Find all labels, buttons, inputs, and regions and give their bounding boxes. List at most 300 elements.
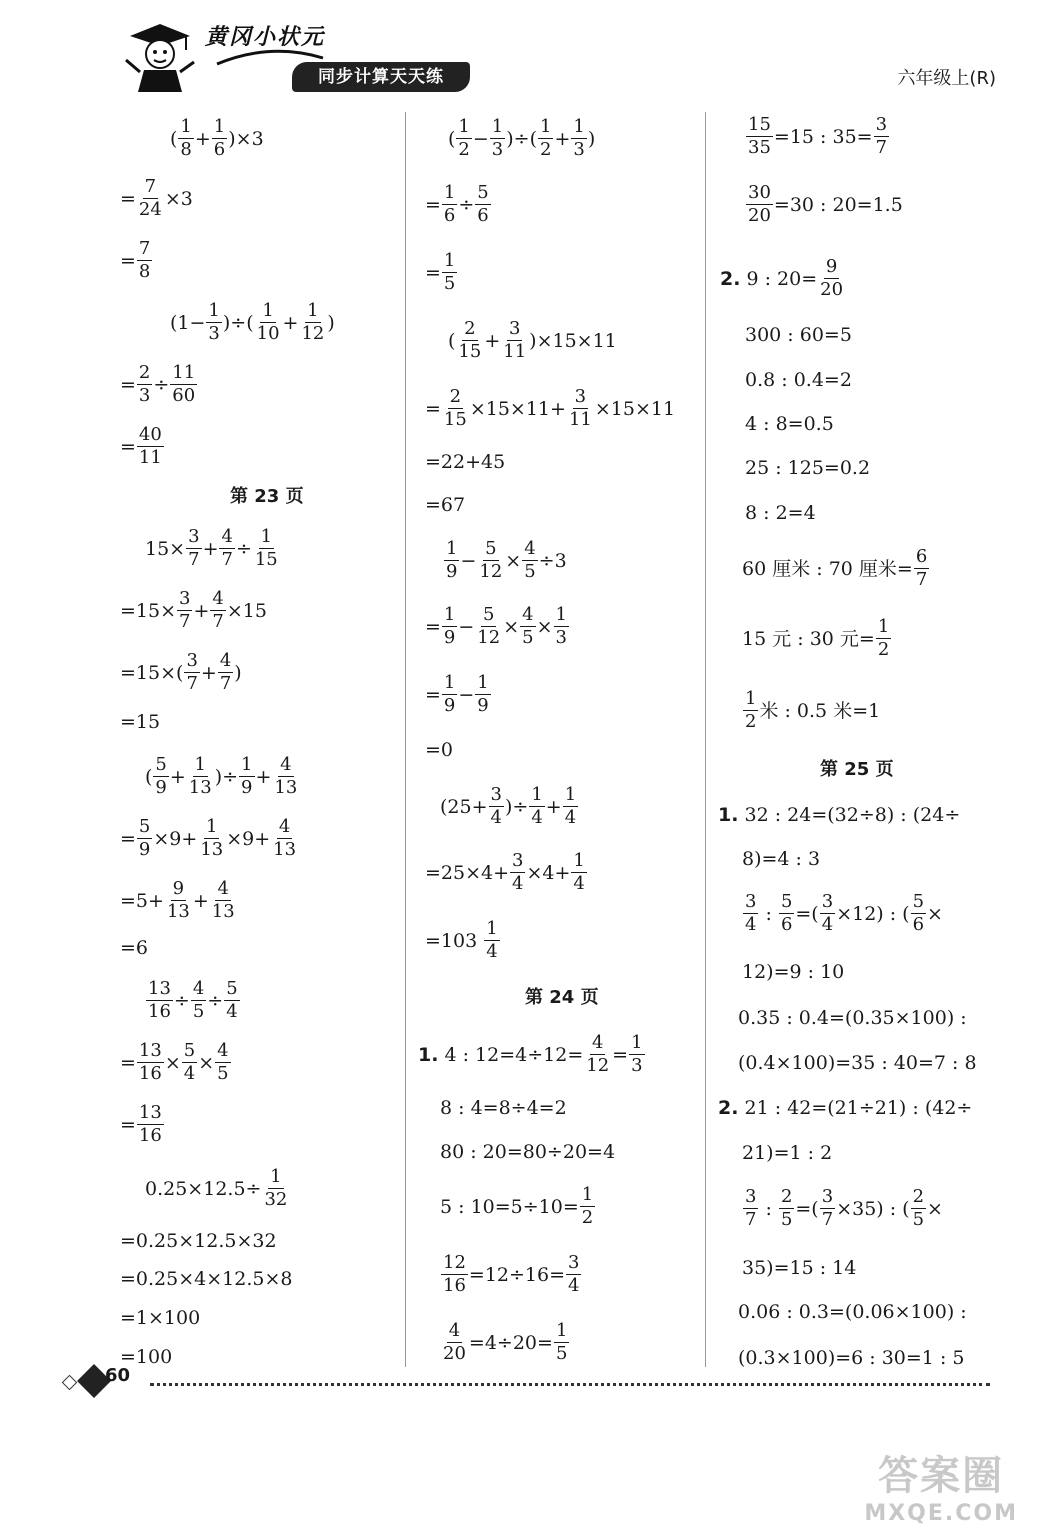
numerator: 3	[821, 891, 834, 912]
expression-text: =	[425, 683, 441, 706]
page-number: 60	[105, 1365, 131, 1386]
expression-text: +	[554, 127, 571, 150]
denominator: 4	[226, 1001, 238, 1022]
expression-text: 25 : 125=0.2	[745, 457, 871, 479]
answer-line	[745, 116, 890, 157]
fraction	[191, 980, 206, 1021]
expression-text: +	[484, 329, 501, 352]
expression-text: +	[545, 795, 562, 818]
expression-text: 8)=4 : 3	[742, 848, 821, 870]
answer-line	[120, 240, 153, 281]
expression-text: 8 : 4=8÷4=2	[440, 1097, 567, 1119]
fraction	[456, 320, 483, 361]
denominator: 2	[458, 139, 470, 160]
numerator: 1	[208, 300, 220, 321]
denominator: 10	[256, 323, 280, 344]
expression-text: ×15×11+	[469, 397, 566, 420]
fraction	[187, 756, 214, 797]
numerator: 1	[486, 918, 498, 939]
expression-text: (1−	[170, 311, 206, 334]
denominator: 11	[503, 341, 527, 362]
denominator: 5	[443, 273, 456, 294]
expression-text: =(	[795, 1197, 819, 1220]
answer-line	[425, 184, 492, 225]
expression-text: ×	[164, 1051, 181, 1074]
denominator: 4	[531, 807, 543, 828]
answer-line	[145, 756, 300, 797]
answer-line	[718, 803, 960, 827]
numerator: 1	[573, 116, 585, 137]
numerator: 3	[179, 588, 191, 609]
denominator: 8	[138, 261, 151, 282]
answer-line	[738, 1300, 967, 1324]
denominator: 16	[148, 1001, 171, 1022]
fraction	[743, 1188, 758, 1229]
diamond-icon	[62, 1375, 78, 1391]
answer-line	[425, 738, 453, 762]
numerator: 1	[194, 754, 206, 775]
answer-line	[745, 412, 834, 436]
fraction	[489, 786, 504, 827]
answer-line	[425, 493, 465, 517]
fraction	[510, 852, 525, 893]
numerator: 3	[745, 891, 757, 912]
numerator: 3	[568, 1252, 580, 1273]
fraction	[215, 1042, 230, 1083]
expression-text: )	[587, 127, 596, 150]
denominator: 3	[631, 1055, 643, 1076]
expression-text: −	[458, 683, 475, 706]
numerator: 1	[540, 116, 552, 137]
fraction	[137, 240, 152, 281]
expression-text: =1×100	[120, 1307, 201, 1329]
expression-text: ÷	[153, 373, 170, 396]
expression-text: +	[194, 127, 211, 150]
expression-text: ×15	[226, 599, 267, 622]
fraction	[441, 1322, 468, 1363]
denominator: 4	[486, 941, 498, 962]
column-divider	[405, 112, 406, 1367]
answer-line	[742, 690, 880, 731]
answer-line	[448, 118, 595, 159]
denominator: 15	[443, 409, 467, 430]
expression-text: =5+	[120, 889, 164, 912]
expression-text: =0.25×4×12.5×8	[120, 1268, 293, 1290]
numerator: 5	[483, 604, 495, 625]
expression-text: 4 : 12=4÷12=	[438, 1043, 584, 1066]
answer-line	[145, 1168, 290, 1209]
answer-line	[745, 368, 852, 392]
denominator: 7	[186, 673, 198, 694]
numerator: 2	[780, 1186, 793, 1207]
numerator: 7	[138, 238, 151, 259]
numerator: 13	[148, 978, 171, 999]
denominator: 6	[477, 205, 489, 226]
numerator: 9	[172, 878, 185, 899]
numerator: 2	[449, 386, 462, 407]
fraction	[271, 818, 298, 859]
numerator: 7	[144, 176, 157, 197]
denominator: 12	[479, 561, 503, 582]
denominator: 7	[745, 1209, 757, 1230]
expression-text: ×4+	[526, 861, 571, 884]
numerator: 1	[443, 672, 456, 693]
fraction	[442, 388, 469, 429]
numerator: 4	[591, 1032, 604, 1053]
answer-line	[440, 1186, 596, 1227]
expression-text: (	[170, 127, 178, 150]
expression-text: ×15×11	[594, 397, 676, 420]
answer-line	[120, 426, 165, 467]
question-number: 2.	[720, 267, 741, 290]
numerator: 5	[183, 1040, 196, 1061]
answer-line	[425, 852, 588, 893]
answer-line	[718, 1096, 972, 1120]
answer-line	[742, 618, 892, 659]
numerator: 5	[155, 754, 167, 775]
numerator: 1	[631, 1032, 643, 1053]
expression-text: )	[327, 311, 335, 334]
denominator: 24	[138, 199, 162, 220]
fraction	[520, 606, 535, 647]
denominator: 13	[200, 839, 224, 860]
answer-line	[120, 364, 198, 405]
fraction	[153, 756, 168, 797]
answer-line	[120, 936, 148, 960]
page-header	[0, 0, 1038, 110]
fraction	[442, 252, 457, 293]
expression-text: =	[120, 373, 136, 396]
denominator: 5	[192, 1001, 205, 1022]
denominator: 4	[490, 807, 502, 828]
numerator: 1	[213, 116, 226, 137]
numerator: 4	[192, 978, 205, 999]
page-footer	[0, 1365, 1038, 1415]
fraction	[911, 893, 926, 934]
fraction	[475, 674, 490, 715]
denominator: 12	[477, 627, 501, 648]
denominator: 13	[274, 777, 298, 798]
fraction	[876, 618, 891, 659]
expression-text: =12÷16=	[468, 1263, 566, 1286]
answer-line	[425, 606, 570, 647]
denominator: 5	[912, 1209, 925, 1230]
numerator: 3	[821, 1186, 834, 1207]
expression-text: (	[448, 329, 456, 352]
expression-text: −	[458, 615, 475, 638]
numerator: 3	[490, 784, 502, 805]
expression-text: +	[193, 599, 210, 622]
denominator: 9	[155, 777, 167, 798]
expression-text: ÷	[235, 537, 252, 560]
expression-text: =15×(	[120, 661, 184, 684]
expression-text: =15×	[120, 599, 177, 622]
fraction	[219, 528, 234, 569]
answer-line	[120, 880, 238, 921]
expression-text: 80 : 20=80÷20=4	[440, 1141, 616, 1163]
fraction	[137, 178, 164, 219]
fraction	[206, 302, 221, 343]
expression-text: =15	[120, 711, 161, 733]
denominator: 9	[241, 777, 253, 798]
numerator: 3	[512, 850, 524, 871]
fraction	[629, 1034, 644, 1075]
expression-text: )×3	[228, 127, 264, 150]
expression-text: ×	[198, 1051, 215, 1074]
answer-line	[440, 1322, 570, 1363]
fraction	[538, 118, 553, 159]
expression-text: ×12) : (	[836, 902, 910, 925]
numerator: 6	[915, 546, 928, 567]
denominator: 12	[301, 323, 325, 344]
denominator: 7	[915, 569, 928, 590]
expression-text: 0.25×12.5÷	[145, 1177, 262, 1200]
denominator: 35	[748, 137, 771, 158]
fraction	[914, 548, 929, 589]
denominator: 20	[748, 205, 771, 226]
expression-text: 35)=15 : 14	[742, 1257, 857, 1279]
expression-text: 15 元 : 30 元=	[742, 627, 875, 650]
denominator: 13	[188, 777, 212, 798]
expression-text: 5 : 10=5÷10=	[440, 1195, 579, 1218]
numerator: 11	[172, 362, 196, 383]
denominator: 4	[183, 1063, 196, 1084]
fraction	[146, 980, 173, 1021]
fraction	[177, 590, 192, 631]
fraction	[818, 258, 845, 299]
denominator: 13	[211, 901, 235, 922]
expression-text: =	[425, 397, 441, 420]
numerator: 2	[912, 1186, 925, 1207]
fraction	[272, 756, 299, 797]
numerator: 40	[138, 424, 162, 445]
denominator: 6	[443, 205, 456, 226]
denominator: 4	[573, 873, 585, 894]
fraction	[477, 540, 504, 581]
numerator: 1	[446, 538, 458, 559]
denominator: 3	[491, 139, 504, 160]
numerator: 5	[138, 816, 151, 837]
fraction	[262, 1168, 289, 1209]
answer-line	[745, 323, 852, 347]
denominator: 5	[524, 561, 536, 582]
fraction	[198, 818, 225, 859]
fraction	[186, 528, 201, 569]
numerator: 4	[278, 816, 291, 837]
denominator: 4	[568, 1275, 580, 1296]
numerator: 1	[555, 604, 567, 625]
fraction	[746, 116, 773, 157]
numerator: 3	[188, 526, 200, 547]
numerator: 1	[241, 754, 253, 775]
numerator: 13	[138, 1102, 162, 1123]
numerator: 1	[443, 250, 456, 271]
denominator: 2	[745, 711, 757, 732]
question-number: 1.	[718, 804, 739, 826]
expression-text: 300 : 60=5	[745, 324, 852, 346]
numerator: 1	[531, 784, 543, 805]
expression-text: =15 : 35=	[773, 125, 873, 148]
fraction	[210, 590, 225, 631]
fraction	[137, 364, 152, 405]
numerator: 13	[138, 1040, 162, 1061]
denominator: 2	[877, 639, 890, 660]
fraction	[475, 184, 490, 225]
numerator: 1	[443, 604, 456, 625]
column-divider	[705, 112, 706, 1367]
numerator: 1	[443, 182, 456, 203]
denominator: 16	[138, 1063, 162, 1084]
denominator: 15	[254, 549, 278, 570]
expression-text: 8 : 2=4	[745, 502, 816, 524]
numerator: 4	[522, 604, 534, 625]
answer-line	[440, 1254, 582, 1295]
expression-text: =103	[425, 929, 484, 952]
expression-text: ×35) : (	[836, 1197, 910, 1220]
expression-text: ×	[503, 615, 520, 638]
fraction	[571, 852, 586, 893]
numerator: 4	[524, 538, 536, 559]
answer-line	[120, 818, 299, 859]
numerator: 4	[448, 1320, 461, 1341]
answer-line	[145, 528, 281, 569]
fraction	[442, 674, 457, 715]
denominator: 9	[443, 627, 456, 648]
answer-line	[440, 1096, 567, 1120]
denominator: 13	[166, 901, 190, 922]
numerator: 1	[491, 116, 504, 137]
expression-text: 0.8 : 0.4=2	[745, 369, 852, 391]
answer-line	[120, 1042, 232, 1083]
denominator: 3	[208, 323, 220, 344]
answer-line	[738, 1006, 967, 1030]
numerator: 5	[485, 538, 497, 559]
expression-text: 0.35 : 0.4=(0.35×100) :	[738, 1007, 967, 1029]
fraction	[501, 320, 528, 361]
fraction	[210, 880, 237, 921]
answer-line	[425, 252, 458, 293]
denominator: 6	[213, 139, 226, 160]
numerator: 2	[464, 318, 476, 339]
denominator: 16	[443, 1275, 466, 1296]
expression-text: −	[460, 549, 477, 572]
numerator: 1	[262, 300, 274, 321]
expression-text: :	[759, 1197, 778, 1220]
expression-text: (0.3×100)=6 : 30=1 : 5	[738, 1347, 965, 1369]
fraction	[580, 1186, 595, 1227]
numerator: 5	[226, 978, 238, 999]
fraction	[746, 184, 773, 225]
denominator: 16	[138, 1125, 162, 1146]
denominator: 5	[555, 1343, 568, 1364]
fraction	[444, 540, 459, 581]
expression-text: =(	[795, 902, 819, 925]
answer-line	[720, 258, 846, 299]
fraction	[239, 756, 254, 797]
denominator: 60	[172, 385, 196, 406]
expression-text: )÷	[504, 795, 529, 818]
denominator: 7	[821, 1209, 834, 1230]
expression-text: ÷3	[538, 549, 567, 572]
grade-label: 六年级上(R)	[897, 68, 996, 89]
answer-line	[425, 450, 505, 474]
expression-text: ×	[536, 615, 553, 638]
expression-text: =	[425, 261, 441, 284]
fraction	[490, 118, 505, 159]
numerator: 3	[745, 1186, 757, 1207]
expression-text: 4 : 8=0.5	[745, 413, 834, 435]
answer-line	[120, 178, 193, 219]
fraction	[529, 786, 544, 827]
numerator: 4	[212, 588, 224, 609]
fraction	[554, 1322, 569, 1363]
answer-line	[425, 388, 675, 429]
answer-line	[120, 1104, 165, 1145]
answer-line	[448, 320, 617, 361]
fraction	[224, 980, 239, 1021]
brand-title: 黄冈小状元	[205, 24, 326, 50]
question-number: 1.	[418, 1043, 439, 1066]
denominator: 7	[219, 673, 232, 694]
series-banner: 同步计算天天练	[292, 62, 470, 92]
fraction	[522, 540, 537, 581]
numerator: 5	[477, 182, 489, 203]
denominator: 6	[780, 914, 793, 935]
numerator: 1	[555, 1320, 568, 1341]
fraction	[456, 118, 471, 159]
numerator: 1	[573, 850, 585, 871]
numerator: 3	[875, 114, 888, 135]
fraction	[779, 893, 794, 934]
fraction	[170, 364, 197, 405]
denominator: 3	[138, 385, 151, 406]
numerator: 1	[307, 300, 319, 321]
denominator: 7	[875, 137, 888, 158]
answer-line	[440, 786, 579, 827]
denominator: 2	[581, 1207, 594, 1228]
denominator: 5	[522, 627, 534, 648]
expression-text: =100	[120, 1346, 173, 1368]
fraction	[178, 118, 193, 159]
expression-text: )÷(	[222, 311, 254, 334]
denominator: 4	[564, 807, 577, 828]
answer-line	[170, 302, 335, 343]
fraction	[255, 302, 282, 343]
numerator: 4	[221, 526, 233, 547]
expression-text: 9 : 20=	[740, 267, 818, 290]
fraction	[442, 606, 457, 647]
fraction	[253, 528, 280, 569]
expression-text: ×	[505, 549, 522, 572]
denominator: 6	[912, 914, 925, 935]
expression-text: )÷	[214, 765, 239, 788]
expression-text: =30 : 20=1.5	[773, 193, 903, 216]
numerator: 1	[877, 616, 890, 637]
numerator: 4	[280, 754, 292, 775]
expression-text: ÷	[173, 989, 190, 1012]
numerator: 3	[574, 386, 587, 407]
fraction	[137, 426, 164, 467]
denominator: 9	[477, 695, 489, 716]
fraction	[566, 1254, 581, 1295]
fraction	[165, 880, 192, 921]
answer-line	[120, 590, 267, 631]
expression-text: 21)=1 : 2	[742, 1142, 833, 1164]
expression-text: =	[612, 1043, 629, 1066]
expression-text: +	[202, 537, 219, 560]
denominator: 4	[745, 914, 757, 935]
numerator: 4	[217, 1040, 229, 1061]
